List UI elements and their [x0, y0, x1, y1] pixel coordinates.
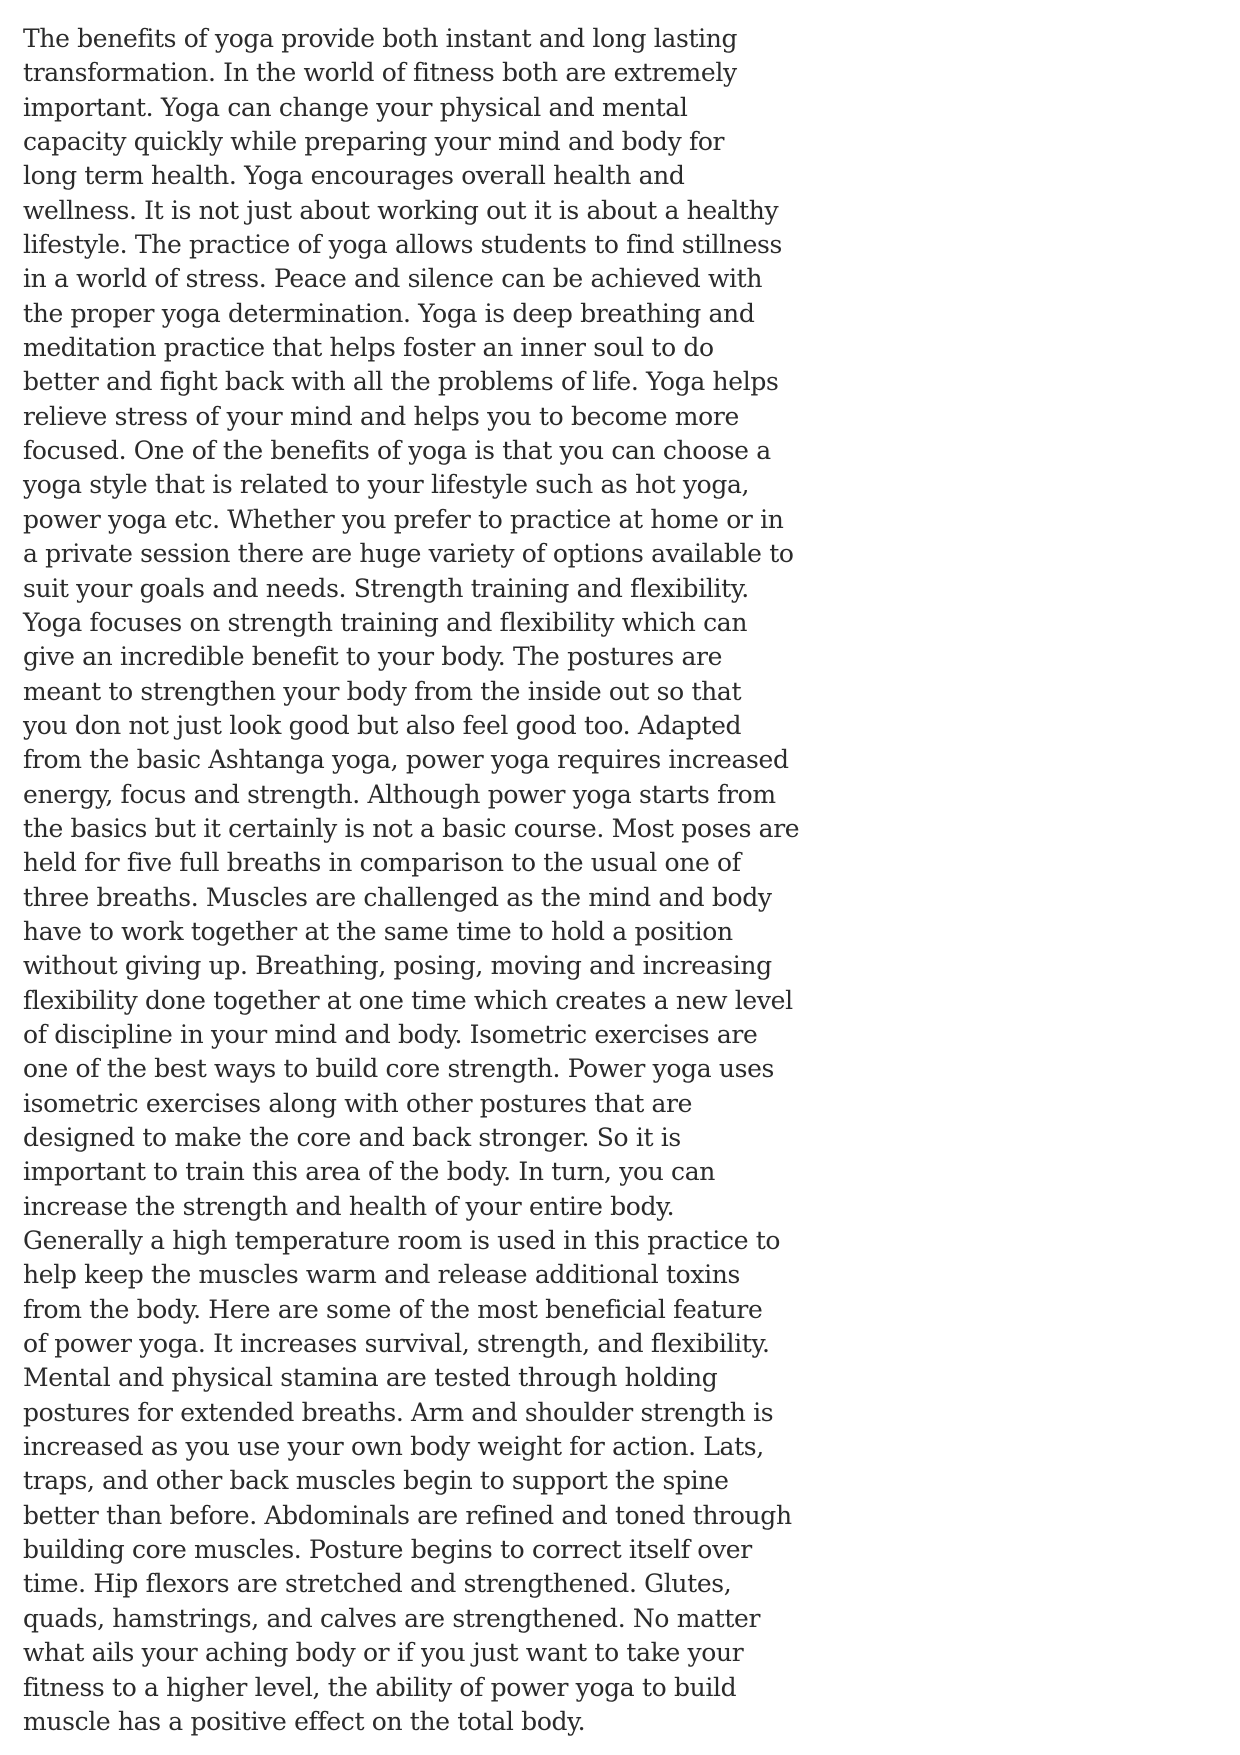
text-line: fitness to a higher level, the ability of power yoga to build: [23, 1672, 737, 1702]
text-line: Generally a high temperature room is used in this practice to: [23, 1226, 781, 1256]
text-line: better than before. Abdominals are refined and toned through: [23, 1500, 792, 1530]
text-line: isometric exercises along with other postures that are: [23, 1088, 693, 1118]
text-line: better and fight back with all the problems of life. Yoga helps: [23, 367, 779, 397]
text-line: The benefits of yoga provide both instant and long lasting: [23, 24, 738, 53]
text-line: time. Hip flexors are stretched and strengthened. Glutes,: [23, 1569, 732, 1599]
text-line: increased as you use your own body weight for action. Lats,: [23, 1432, 764, 1462]
text-line: designed to make the core and back stronger. So it is: [23, 1123, 681, 1152]
text-line: meditation practice that helps foster an inner soul to do: [23, 333, 714, 363]
text-line: you don not just look good but also feel good too. Adapted: [23, 710, 742, 740]
text-line: Mental and physical stamina are tested through holding: [23, 1363, 718, 1393]
text-line: important. Yoga can change your physical and mental: [23, 92, 688, 122]
text-line: held for five full breaths in comparison to the usual one of: [23, 848, 741, 878]
text-line: help keep the muscles warm and release additional toxins: [23, 1260, 740, 1290]
body-paragraph: [23, 22, 800, 1739]
text-line: of discipline in your mind and body. Isometric exercises are: [23, 1019, 758, 1049]
text-line: quads, hamstrings, and calves are strengthened. No matter: [23, 1603, 761, 1633]
text-line: a private session there are huge variety of options available to: [23, 539, 794, 569]
text-line: building core muscles. Posture begins to correct itself over: [23, 1535, 752, 1565]
text-line: give an incredible benefit to your body. The postures are: [23, 642, 723, 672]
text-line: relieve stress of your mind and helps you to become more: [23, 401, 739, 431]
text-line: one of the best ways to build core strength. Power yoga uses: [23, 1054, 774, 1084]
text-line: the basics but it certainly is not a basic course. Most poses are: [23, 813, 800, 843]
text-line: energy, focus and strength. Although power yoga starts from: [23, 779, 776, 809]
text-line: yoga style that is related to your lifestyle such as hot yoga,: [23, 470, 750, 500]
text-line: three breaths. Muscles are challenged as the mind and body: [23, 882, 772, 912]
text-line: important to train this area of the body. In turn, you can: [23, 1157, 716, 1187]
text-line: lifestyle. The practice of yoga allows students to find stillness: [23, 230, 783, 260]
text-line: wellness. It is not just about working out it is about a healthy: [23, 195, 779, 225]
text-line: have to work together at the same time to hold a position: [23, 916, 733, 946]
text-line: from the basic Ashtanga yoga, power yoga requires increased: [23, 745, 789, 775]
text-line: transformation. In the world of fitness both are extremely: [23, 58, 737, 88]
text-line: what ails your aching body or if you just want to take your: [23, 1638, 744, 1668]
text-line: Yoga focuses on strength training and flexibility which can: [23, 607, 748, 637]
text-line: postures for extended breaths. Arm and shoulder strength is: [23, 1397, 774, 1427]
text-line: capacity quickly while preparing your mind and body for: [23, 127, 725, 157]
text-line: of power yoga. It increases survival, strength, and flexibility.: [23, 1329, 770, 1359]
text-line: the proper yoga determination. Yoga is deep breathing and: [23, 298, 755, 328]
text-line: increase the strength and health of your entire body.: [23, 1191, 675, 1221]
text-line: power yoga etc. Whether you prefer to practice at home or in: [23, 504, 784, 534]
text-line: traps, and other back muscles begin to support the spine: [23, 1466, 729, 1496]
text-line: long term health. Yoga encourages overall health and: [23, 161, 685, 191]
text-line: flexibility done together at one time which creates a new level: [23, 985, 793, 1015]
text-line: from the body. Here are some of the most beneficial feature: [23, 1294, 763, 1324]
text-line: in a world of stress. Peace and silence can be achieved with: [23, 264, 763, 294]
text-line: focused. One of the benefits of yoga is that you can choose a: [23, 436, 771, 466]
text-line: without giving up. Breathing, posing, moving and increasing: [23, 951, 772, 981]
text-line: muscle has a positive effect on the total body.: [23, 1706, 586, 1736]
text-line: suit your goals and needs. Strength training and flexibility.: [23, 573, 749, 603]
text-line: meant to strengthen your body from the inside out so that: [23, 676, 742, 706]
